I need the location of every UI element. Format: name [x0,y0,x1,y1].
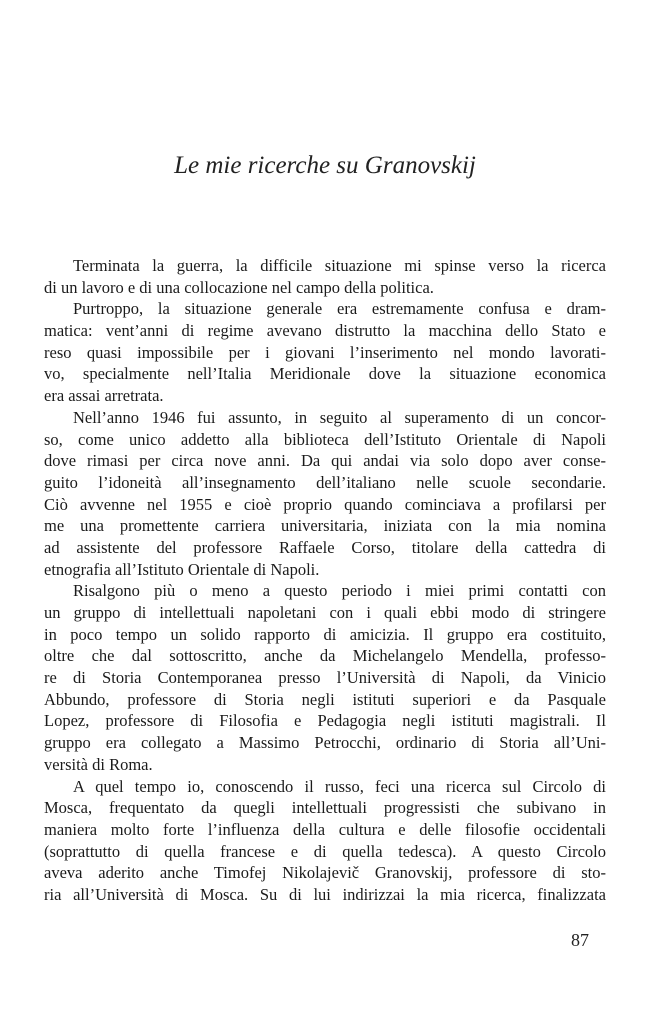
text-line: oltre che dal sottoscritto, anche da Michelangelo Mendella, professo- [44,646,606,666]
paragraph [44,776,606,906]
paragraph [44,298,606,406]
paragraph [44,580,606,775]
text-line: un gruppo di intellettuali napoletani con i quali ebbi modo di stringere [44,603,606,622]
text-line: A quel tempo io, conoscendo il russo, feci una ricerca sul Circolo di [73,776,606,796]
text-line: Terminata la guerra, la difficile situazione mi spinse verso la ricerca [73,256,606,275]
text-line: ad assistente del professore Raffaele Corso, titolare della cattedra di [44,537,606,557]
page-title: Le mie ricerche su Granovskij [174,152,476,179]
text-line: guito l’idoneità all’insegnamento dell’italiano nelle scuole secondarie. [44,472,606,492]
text-line: gruppo era collegato a Massimo Petrocchi, ordinario di Storia all’Uni- [44,733,606,753]
text-line: reso quasi impossibile per i giovani l’inserimento nel mondo lavorati- [44,342,606,362]
text-line: etnografia all’Istituto Orientale di Napoli. [44,559,320,579]
text-line: Ciò avvenne nel 1955 e cioè proprio quando cominciava a profilarsi per [44,494,606,514]
text-line: maniera molto forte l’influenza della cultura e delle filosofie occidentali [44,819,606,839]
text-line: in poco tempo un solido rapporto di amicizia. Il gruppo era costituito, [44,624,606,644]
text-line: era assai arretrata. [44,386,164,406]
text-line: Abbundo, professore di Storia negli istituti superiori e da Pasquale [44,689,606,709]
text-line: aveva aderito anche Timofej Nikolajevič Granovskij, professore di sto- [44,863,606,883]
text-line: Lopez, professore di Filosofia e Pedagogia negli istituti magistrali. Il [44,711,606,731]
text-line: ria all’Università di Mosca. Su di lui indirizzai la mia ricerca, finalizzata [44,884,606,904]
text-line: versità di Roma. [44,754,153,774]
paragraph [44,407,606,581]
body-text [44,255,606,906]
text-line: (soprattutto di quella francese e di quella tedesca). A questo Circolo [44,841,606,861]
text-line: so, come unico addetto alla biblioteca dell’Istituto Orientale di Napoli [44,429,606,449]
text-line: me una promettente carriera universitaria, iniziata con la mia nomina [44,516,606,536]
paragraph [44,255,606,298]
text-line: Risalgono più o meno a questo periodo i miei primi contatti con [73,581,606,601]
text-line: re di Storia Contemporanea presso l’Università di Napoli, da Vinicio [44,668,606,688]
text-line: Nell’anno 1946 fui assunto, in seguito al superamento di un concor- [73,407,606,427]
text-line: Purtroppo, la situazione generale era estremamente confusa e dram- [73,299,606,319]
text-line: di un lavoro e di una collocazione nel campo della politica. [44,277,434,297]
text-line: vo, specialmente nell’Italia Meridionale dove la situazione economica [44,364,606,384]
page-number: 87 [571,930,589,950]
text-line: dove rimasi per circa nove anni. Da qui andai via solo dopo aver conse- [44,451,606,471]
text-line: Mosca, frequentato da quegli intellettuali progressisti che subivano in [44,798,606,818]
text-line: matica: vent’anni di regime avevano distrutto la macchina dello Stato e [44,321,606,341]
